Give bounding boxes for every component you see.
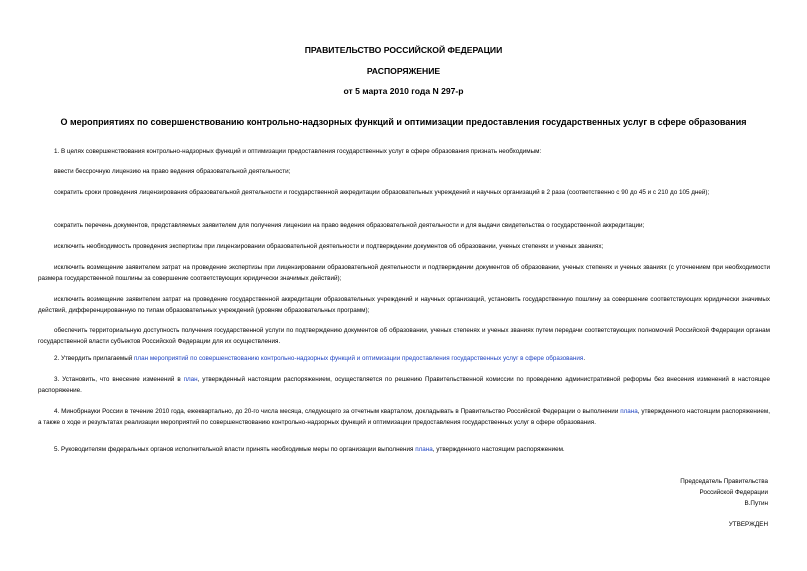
paragraph-1-item-a: ввести бессрочную лицензию на право ведения образовательной деятельности; [54,168,291,175]
signature-title: Председатель Правительства [680,478,768,485]
paragraph-5 [54,444,770,455]
paragraph-1-item-f: исключить возмещение заявителем затрат на проведение государственной аккредитации образовательных учреждений и научных организаций, установить государственную пошлину за совершение соответствующих юридически значимых действий, дифференцированную по типам образовательных учреждений (уровням образовательных программ); [38,296,770,314]
paragraph-1-item-c: сократить перечень документов, представляемых заявителем для получения лицензии на право ведения образовательной деятельности и для выдачи свидетельства о государственной аккредитации; [54,222,645,229]
paragraph-1-item-e: исключить возмещение заявителем затрат на проведение экспертизы при лицензировании образовательной деятельности и подтверждении документов об образовании, ученых степенях и ученых званиях (с уточнением при необходимости размера государственной пошлины за совершение соответствующих юридически значимых действий); [38,264,770,282]
paragraph-2 [54,353,770,364]
plan-link[interactable]: плана [415,446,433,453]
paragraph-5-text: 5. Руководителям федеральных органов исполнительной власти принять необходимые меры по организации выполнения [54,446,416,453]
paragraph-2-end: . [583,355,586,362]
approved-label: УТВЕРЖДЕН [728,521,768,528]
paragraph-4 [38,406,770,428]
paragraph-3-text: 3. Установить, что внесение изменений в [54,376,184,383]
document-title: О мероприятиях по совершенствованию контрольно-надзорных функций и оптимизации предоставления государственных услуг в сфере образования [60,117,747,127]
date-number-heading: от 5 марта 2010 года N 297-р [343,86,464,96]
plan-link[interactable]: план [183,376,198,383]
paragraph-1-item-b: сократить сроки проведения лицензирования образовательной деятельности и государственной аккредитации образовательных учреждений и научных организаций в 2 раза (соответственно с 90 до 45 и с 210 до 105 дней); [54,189,710,196]
doc-type-heading: РАСПОРЯЖЕНИЕ [366,66,441,76]
plan-link[interactable]: план мероприятий по совершенствованию контрольно-надзорных функций и оптимизации предоставления государственных услуг в сфере образования [134,355,584,362]
paragraph-1: 1. В целях совершенствования контрольно-надзорных функций и оптимизации предоставления государственных услуг в сфере образования признать необходимым: [54,148,542,155]
paragraph-3 [38,374,770,396]
paragraph-2-text: 2. Утвердить прилагаемый [54,355,135,362]
signature-name: В.Путин [744,500,768,507]
org-heading: ПРАВИТЕЛЬСТВО РОССИЙСКОЙ ФЕДЕРАЦИИ [304,45,503,55]
plan-link[interactable]: плана [620,408,638,415]
paragraph-1-item-g: обеспечить территориальную доступность получения государственной услуги по подтверждению документов об образовании, ученых степенях и ученых званиях путем передачи соответствующих полномочий Российской Федерации органам государственной власти субъектов Российской Федерации для их осуществления. [38,327,770,345]
paragraph-4-end: , утвержденного настоящим распоряжением, а также о ходе и результатах реализации мероприятий по совершенствованию контрольно-надзорных функций и оптимизации предоставления государственных услуг в сфере образования. [38,408,770,426]
paragraph-1-item-d: исключить необходимость проведения экспертизы при лицензировании образовательной деятельности и подтверждении документов об образовании, ученых степенях и ученых званиях; [54,243,604,250]
paragraph-5-end: , утвержденного настоящим распоряжением. [432,446,565,453]
paragraph-4-text: 4. Минобрнауки России в течение 2010 года, ежеквартально, до 20-го числа месяца, следующего за отчетным кварталом, докладывать в Правительство Российской Федерации о выполнении [54,408,621,415]
signature-org: Российской Федерации [699,489,768,496]
paragraph-3-end: , утвержденный настоящим распоряжением, осуществляется по решению Правительственной комиссии по проведению административной реформы без внесения изменений в настоящее распоряжение. [38,376,770,394]
